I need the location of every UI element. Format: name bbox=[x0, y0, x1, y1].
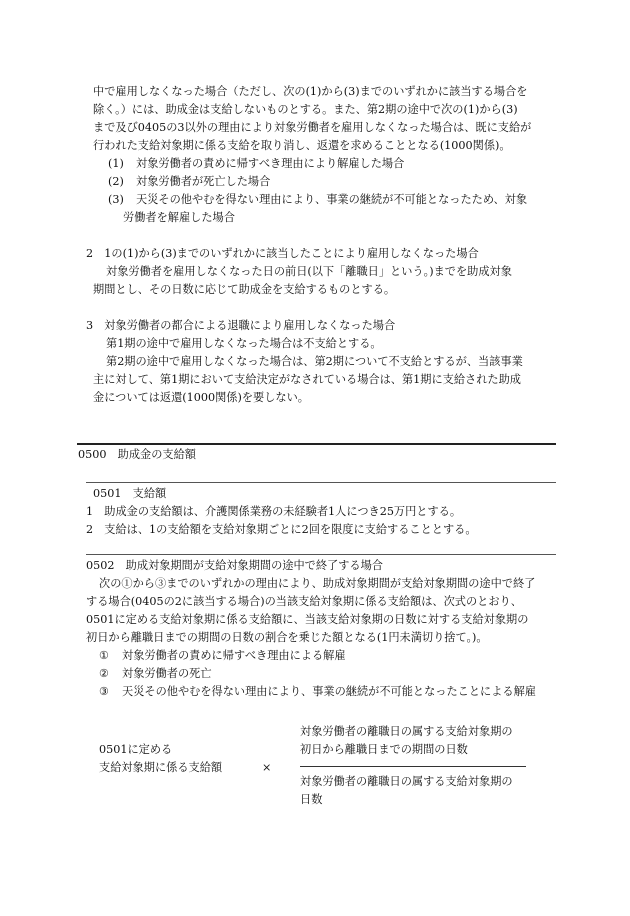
intro-item-1-text: 対象労働者の責めに帰すべき理由により解雇した場合 bbox=[136, 157, 405, 170]
section-0502-line-4: 初日から離職日までの期間の日数の割合を乗じた額となる(1円未満切り捨て。)。 bbox=[86, 631, 488, 644]
section-2-line-2: 期間とし、その日数に応じて助成金を支給するものとする。 bbox=[93, 283, 396, 296]
formula-fraction-bar bbox=[300, 766, 526, 767]
section-0502-item-3-text: 天災その他やむを得ない理由により、事業の継続が不可能となったことによる解雇 bbox=[122, 685, 536, 698]
section-0500-rule bbox=[77, 443, 556, 445]
intro-line-2: 除く。）には、助成金は支給しないものとする。また、第2期の途中で次の(1)から(3) bbox=[93, 103, 518, 116]
formula-denominator-line-1: 対象労働者の離職日の属する支給対象期の bbox=[300, 775, 513, 788]
section-0501-heading: 0501 支給額 bbox=[93, 487, 167, 500]
section-0502-rule bbox=[86, 554, 556, 555]
section-2-heading: 2 1の(1)から(3)までのいずれかに該当したことにより雇用しなくなった場合 bbox=[86, 247, 479, 260]
formula-denominator-line-2: 日数 bbox=[300, 793, 323, 806]
section-3-line-3: 主に対して、第1期において支給決定がなされている場合は、第1期に支給された助成 bbox=[93, 373, 521, 386]
section-0501-rule bbox=[86, 482, 556, 483]
section-2-line-1: 対象労働者を雇用しなくなった日の前日(以下「離職日」という。)までを助成対象 bbox=[106, 265, 512, 278]
section-3-heading: 3 対象労働者の都合による退職により雇用しなくなった場合 bbox=[86, 319, 396, 332]
intro-line-1: 中で雇用しなくなった場合（ただし、次の(1)から(3)までのいずれかに該当する場合を bbox=[93, 85, 528, 98]
intro-item-2-num: (2) bbox=[108, 175, 124, 188]
section-3-line-2: 第2期の途中で雇用しなくなった場合は、第2期について不支給とするが、当該事業 bbox=[106, 355, 523, 368]
section-0501-item-1: 1 助成金の支給額は、介護関係業務の未経験者1人につき25万円とする。 bbox=[86, 505, 462, 518]
section-0502-line-3: 0501に定める支給対象期に係る支給額に、当該支給対象期の日数に対する支給対象期の bbox=[86, 613, 529, 626]
intro-item-2-text: 対象労働者が死亡した場合 bbox=[136, 175, 271, 188]
section-3-line-1: 第1期の途中で雇用しなくなった場合は不支給とする。 bbox=[106, 337, 382, 350]
formula-numerator-line-1: 対象労働者の離職日の属する支給対象期の bbox=[300, 725, 513, 738]
section-0501-item-2: 2 支給は、1の支給額を支給対象期ごとに2回を限度に支給することとする。 bbox=[86, 523, 477, 536]
intro-item-3-continuation: 労働者を解雇した場合 bbox=[123, 211, 235, 224]
intro-line-4: 行われた支給対象期に係る支給を取り消し、返還を求めることとなる(1000関係)。 bbox=[93, 139, 511, 152]
section-0502-item-2-num: ② bbox=[99, 667, 110, 680]
section-0502-item-1-num: ① bbox=[99, 649, 110, 662]
intro-item-1-num: (1) bbox=[108, 157, 124, 170]
section-3-line-4: 金については返還(1000関係)を要しない。 bbox=[93, 391, 309, 404]
intro-item-3-text: 天災その他やむを得ない理由により、事業の継続が不可能となったため、対象 bbox=[136, 193, 528, 206]
formula-left-line-2: 支給対象期に係る支給額 bbox=[99, 761, 223, 774]
formula-numerator-line-2: 初日から離職日までの期間の日数 bbox=[300, 743, 468, 756]
section-0502-item-3-num: ③ bbox=[99, 685, 110, 698]
section-0502-heading: 0502 助成対象期間が支給対象期間の途中で終了する場合 bbox=[86, 559, 383, 572]
section-0500-heading: 0500 助成金の支給額 bbox=[78, 448, 196, 461]
section-0502-line-1: 次の①から③までのいずれかの理由により、助成対象期間が支給対象期間の途中で終了 bbox=[99, 577, 536, 590]
section-0502-line-2: する場合(0405の2に該当する場合)の当該支給対象期に係る支給額は、次式のとおり、 bbox=[86, 595, 522, 608]
section-0502-item-1-text: 対象労働者の責めに帰すべき理由による解雇 bbox=[122, 649, 346, 662]
intro-item-3-num: (3) bbox=[108, 193, 124, 206]
intro-line-3: まで及び0405の3以外の理由により対象労働者を雇用しなくなった場合は、既に支給が bbox=[93, 121, 532, 134]
formula-multiply-sign: × bbox=[262, 761, 272, 774]
formula-left-line-1: 0501に定める bbox=[99, 743, 173, 756]
section-0502-item-2-text: 対象労働者の死亡 bbox=[122, 667, 212, 680]
